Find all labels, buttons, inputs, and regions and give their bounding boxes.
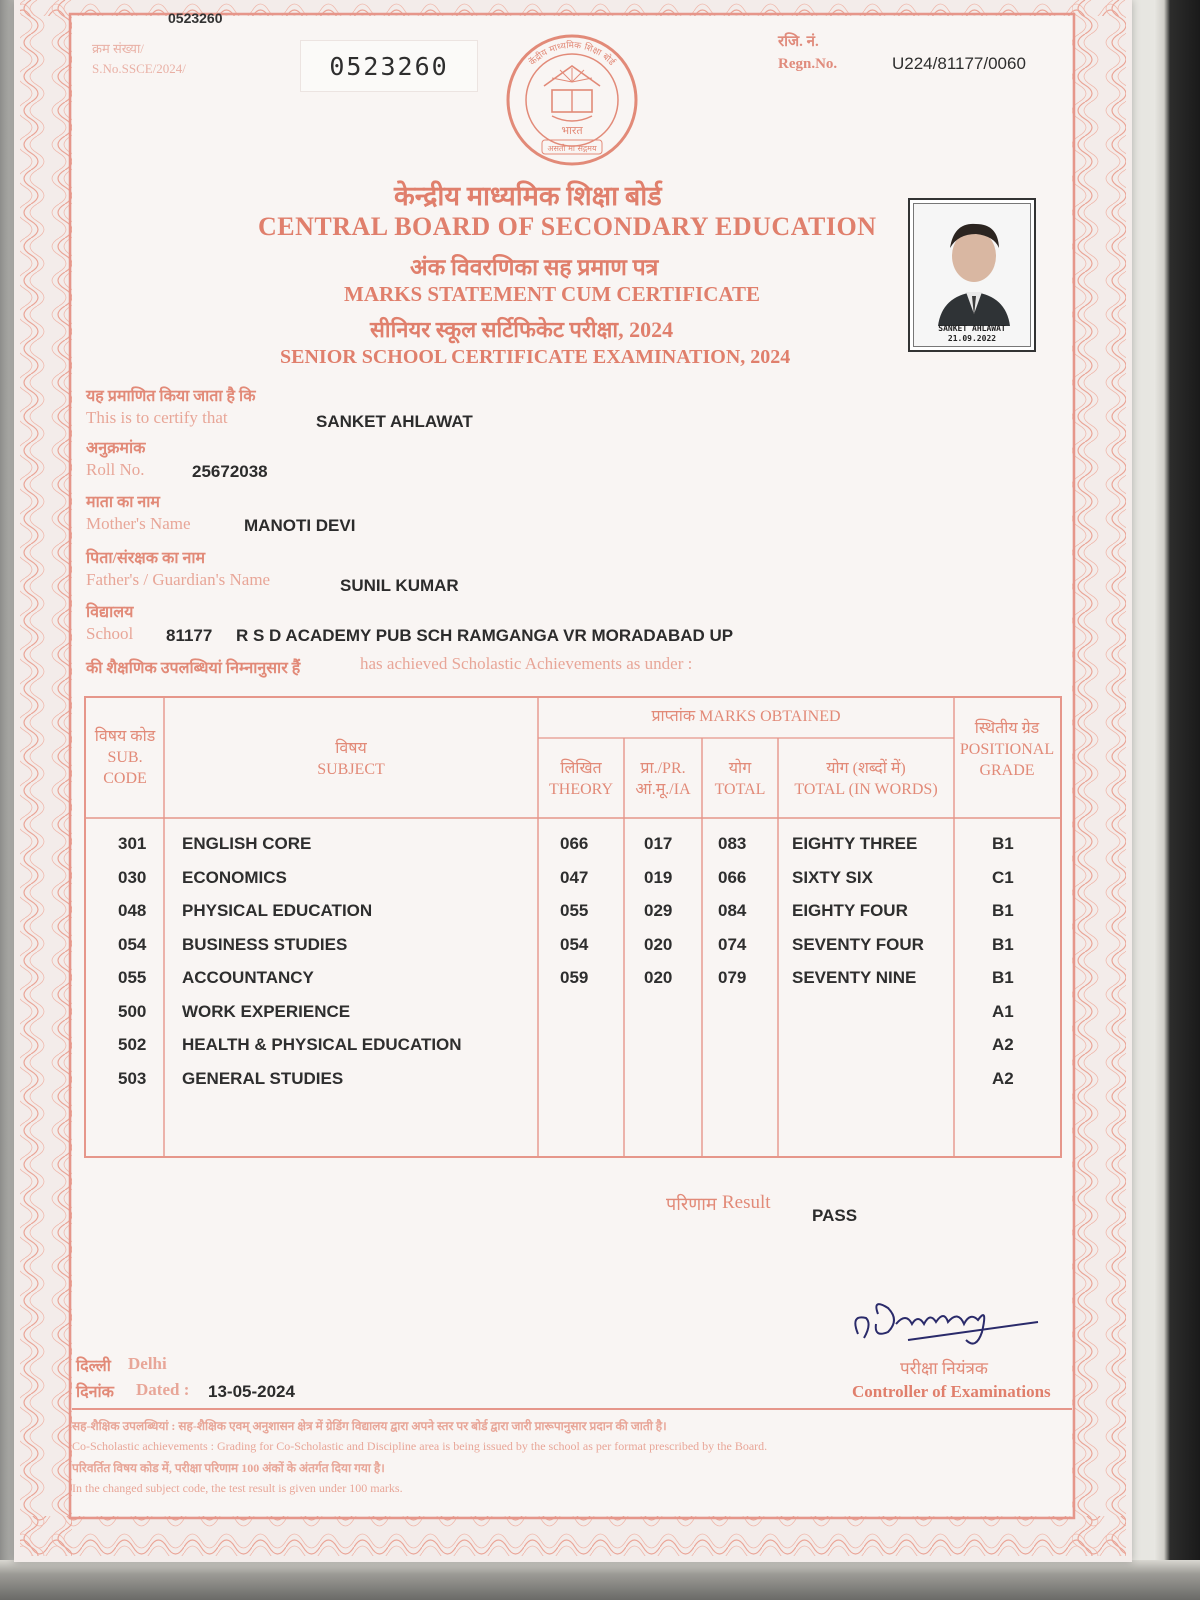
cell-code: 030 — [118, 867, 147, 887]
svg-text:भारत: भारत — [561, 124, 583, 137]
folder-edge — [1154, 0, 1200, 1600]
cell-subject: ENGLISH CORE — [182, 834, 312, 853]
svg-text:असतो मा सद्गमय: असतो मा सद्गमय — [547, 144, 597, 153]
cell-theory: 055 — [560, 901, 589, 920]
cell-subject: WORK EXPERIENCE — [182, 1001, 351, 1021]
marks-table — [84, 696, 1062, 1160]
cell-total: 074 — [718, 934, 747, 954]
cell-grade: A2 — [992, 1068, 1014, 1088]
cell-theory: 054 — [560, 934, 589, 954]
roll-label-english: Roll No. — [86, 460, 145, 479]
board-title-hindi: केन्द्रीय माध्यमिक शिक्षा बोर्ड — [394, 181, 662, 211]
note-co-scholastic-english: Co-Scholastic achievements : Grading for Co-Scholastic and Discipline area is being issued by the school as per format prescribed by the Board. — [72, 1439, 768, 1453]
cell-grade: B1 — [992, 901, 1014, 920]
cell-subject: BUSINESS STUDIES — [182, 934, 348, 954]
cell-subject: ACCOUNTANCY — [182, 968, 314, 987]
serial-label-hindi: क्रम संख्या/ — [92, 41, 144, 56]
table-row — [84, 935, 1060, 963]
regn-number: U224/81177/0060 — [892, 54, 1026, 73]
student-name: SANKET AHLAWAT — [316, 412, 473, 431]
svg-text:केंद्रीय माध्यमिक शिक्षा बोर्ड: केंद्रीय माध्यमिक शिक्षा बोर्ड — [527, 40, 617, 68]
footer-divider — [72, 1408, 1072, 1410]
school-name: R S D ACADEMY PUB SCH RAMGANGA VR MORADABAD UP — [236, 626, 734, 645]
table-row — [84, 1002, 1060, 1030]
cell-theory: 047 — [560, 867, 589, 887]
cell-subject: PHYSICAL EDUCATION — [182, 901, 373, 920]
achieved-label-english: has achieved Scholastic Achievements as under : — [360, 654, 693, 673]
cell-subject: ECONOMICS — [182, 867, 287, 887]
exam-title-english: SENIOR SCHOOL CERTIFICATE EXAMINATION, 2024 — [280, 346, 791, 368]
exam-title-hindi: सीनियर स्कूल सर्टिफिकेट परीक्षा, 2024 — [370, 317, 674, 342]
mother-label-english: Mother's Name — [86, 514, 191, 533]
roll-label-hindi: अनुक्रमांक — [86, 440, 146, 457]
cell-grade: B1 — [992, 834, 1014, 853]
dated-label-english: Dated : — [136, 1380, 190, 1399]
header-theory: लिखित THEORY — [549, 760, 613, 798]
regn-label-english: Regn.No. — [778, 56, 838, 72]
cell-code: 500 — [118, 1001, 147, 1021]
cell-words: SEVENTY FOUR — [792, 934, 924, 954]
serial-label-english: S.No.SSCE/2024/ — [92, 61, 186, 76]
table-row — [84, 834, 1060, 862]
cell-grade: B1 — [992, 934, 1014, 954]
certificate-title-english: MARKS STATEMENT CUM CERTIFICATE — [344, 282, 761, 306]
table-row — [84, 868, 1060, 896]
controller-label-hindi: परीक्षा नियंत्रक — [900, 1359, 988, 1378]
father-label-hindi: पिता/संरक्षक का नाम — [86, 550, 206, 567]
table-row — [84, 1069, 1060, 1097]
folder-bottom-edge — [0, 1560, 1200, 1600]
certificate-title-hindi: अंक विवरणिका सह प्रमाण पत्र — [410, 255, 659, 280]
board-title-english: CENTRAL BOARD OF SECONDARY EDUCATION — [258, 212, 877, 241]
achieved-label-hindi: की शैक्षणिक उपलब्धियां निम्नानुसार हैं — [86, 660, 301, 677]
cell-words: SIXTY SIX — [792, 867, 873, 887]
cell-words: SEVENTY NINE — [792, 968, 917, 987]
table-row — [84, 901, 1060, 929]
school-label-hindi: विद्यालय — [86, 604, 134, 621]
controller-label-english: Controller of Examinations — [852, 1382, 1051, 1401]
result-label-hindi: परिणाम — [666, 1194, 717, 1214]
cell-total: 066 — [718, 867, 747, 887]
cell-pr: 017 — [644, 834, 673, 853]
header-marks-obtained: प्राप्तांक MARKS OBTAINED — [651, 708, 841, 725]
father-label-english: Father's / Guardian's Name — [86, 570, 271, 589]
cell-theory: 059 — [560, 968, 589, 987]
cell-grade: C1 — [992, 867, 1014, 887]
header-subject: विषय SUBJECT — [317, 740, 385, 778]
photo-caption-name: SANKET AHLAWAT — [938, 324, 1006, 333]
header-practical: प्रा./PR. आं.मू./IA — [635, 760, 691, 798]
place-label-hindi: दिल्ली — [76, 1358, 111, 1375]
cell-theory: 066 — [560, 834, 589, 853]
place-label-english: Delhi — [128, 1354, 167, 1373]
cell-total: 079 — [718, 968, 747, 987]
cell-grade: A1 — [992, 1001, 1014, 1021]
mother-label-hindi: माता का नाम — [86, 494, 161, 511]
result-value: PASS — [812, 1206, 858, 1225]
cell-grade: A2 — [992, 1035, 1014, 1054]
school-code: 81177 — [166, 626, 213, 645]
student-photo — [908, 198, 1036, 352]
cell-total: 083 — [718, 834, 747, 853]
table-row — [84, 1035, 1060, 1063]
photo-caption-date: 21.09.2022 — [947, 334, 997, 343]
regn-label-hindi: रजि. नं. — [778, 34, 819, 50]
cell-code: 055 — [118, 968, 147, 987]
certify-label-hindi: यह प्रमाणित किया जाता है कि — [86, 388, 256, 405]
cell-pr: 019 — [644, 867, 673, 887]
note-changed-code-hindi: परिवर्तित विषय कोड में, परीक्षा परिणाम 100 अंकों के अंतर्गत दिया गया है। — [72, 1461, 385, 1475]
cell-pr: 020 — [644, 968, 673, 987]
cell-pr: 029 — [644, 901, 673, 920]
cell-code: 048 — [118, 901, 147, 920]
certify-label-english: This is to certify that — [86, 408, 228, 427]
cell-subject: GENERAL STUDIES — [182, 1068, 344, 1088]
result-label-english: Result — [722, 1192, 771, 1213]
father-name: SUNIL KUMAR — [340, 576, 459, 595]
cell-subject: HEALTH & PHYSICAL EDUCATION — [182, 1035, 462, 1054]
cell-code: 301 — [118, 834, 147, 853]
header-total: योग TOTAL — [714, 760, 766, 798]
cell-code: 503 — [118, 1068, 147, 1088]
note-changed-code-english: In the changed subject code, the test result is given under 100 marks. — [72, 1481, 403, 1495]
cell-grade: B1 — [992, 968, 1014, 987]
cell-words: EIGHTY THREE — [792, 834, 918, 853]
certificate-body — [72, 10, 1072, 1516]
school-label-english: School — [86, 624, 134, 643]
controller-signature — [848, 1284, 1048, 1354]
cell-code: 054 — [118, 934, 147, 954]
certificate-sheet — [14, 0, 1132, 1562]
header-grade: स्थितीय ग्रेड POSITIONAL GRADE — [959, 720, 1055, 779]
serial-number: 0523260 — [300, 40, 478, 92]
serial-top-cut: 0523260 — [168, 10, 223, 26]
cell-code: 502 — [118, 1035, 147, 1054]
dated-label-hindi: दिनांक — [76, 1384, 114, 1401]
note-co-scholastic-hindi: सह-शैक्षिक उपलब्धियां : सह-शैक्षिक एवम् अनुशासन क्षेत्र में ग्रेडिंग विद्यालय द्वारा अपने स्तर पर बोर्ड द्वारा जारी प्रारूपानुसार प्रदान की जाती है। — [72, 1419, 667, 1433]
mother-name: MANOTI DEVI — [244, 516, 356, 535]
cell-pr: 020 — [644, 934, 673, 954]
issue-date: 13-05-2024 — [208, 1382, 295, 1401]
roll-number: 25672038 — [192, 462, 268, 481]
cell-total: 084 — [718, 901, 747, 920]
header-code: विषय कोड SUB. CODE — [94, 728, 156, 787]
cbse-seal-logo — [502, 30, 642, 170]
header-total-words: योग (शब्दों में) TOTAL (IN WORDS) — [794, 760, 938, 798]
cell-words: EIGHTY FOUR — [792, 901, 908, 920]
table-row — [84, 968, 1060, 996]
